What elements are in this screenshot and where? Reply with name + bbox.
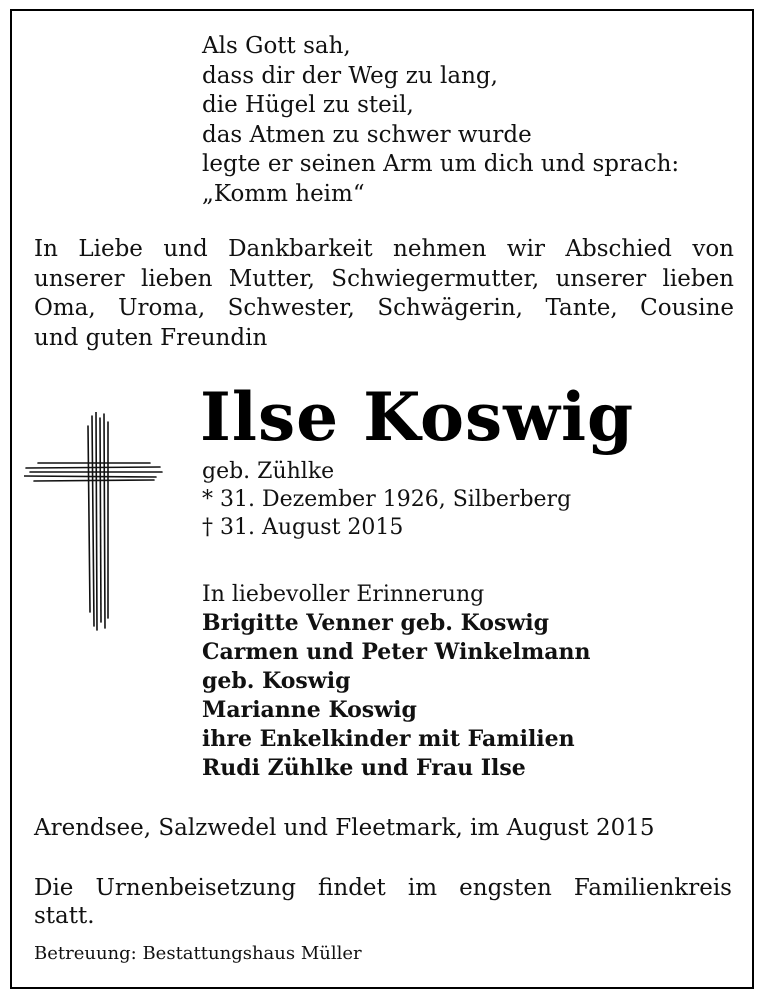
intro-line: unserer lieben Mutter, Schwiegermutter, unserer lieben — [34, 265, 734, 292]
undertaker: Betreuung: Bestattungshaus Müller — [34, 943, 362, 964]
mourner: Carmen und Peter Winkelmann — [202, 639, 591, 665]
birth-name: geb. Zühlke — [202, 459, 335, 484]
mourner: geb. Koswig — [202, 668, 351, 694]
birth-date: * 31. Dezember 1926, Silberberg — [202, 487, 572, 512]
poem-line: legte er seinen Arm um dich und sprach: — [202, 151, 680, 177]
mourner: Rudi Zühlke und Frau Ilse — [202, 755, 526, 781]
mourner: Brigitte Venner geb. Koswig — [202, 610, 550, 636]
poem-line: das Atmen zu schwer wurde — [202, 121, 532, 148]
poem-line: die Hügel zu steil, — [202, 92, 414, 118]
poem-line: „Komm heim“ — [202, 180, 365, 207]
mourner: ihre Enkelkinder mit Familien — [202, 726, 575, 752]
mourner: Marianne Koswig — [202, 697, 417, 723]
intro-paragraph — [34, 235, 734, 353]
burial-line: statt. — [34, 903, 95, 929]
intro-line: In Liebe und Dankbarkeit nehmen wir Abschied von — [34, 236, 734, 262]
poem-line: Als Gott sah, — [202, 33, 351, 59]
intro-line: Oma, Uroma, Schwester, Schwägerin, Tante, Cousine — [34, 295, 734, 321]
poem — [202, 32, 679, 209]
place-date: Arendsee, Salzwedel und Fleetmark, im August 2015 — [34, 815, 655, 841]
intro-line: und guten Freundin — [34, 324, 268, 351]
mourners-block — [202, 580, 590, 783]
deceased-name: Ilse Koswig — [200, 378, 635, 456]
poem-line: dass dir der Weg zu lang, — [202, 62, 498, 89]
mourners-intro: In liebevoller Erinnerung — [202, 582, 485, 607]
burial-notice — [34, 874, 732, 930]
life-details — [202, 458, 571, 542]
cross-icon — [24, 412, 164, 632]
burial-line: Die Urnenbeisetzung findet im engsten Familienkreis — [34, 875, 732, 901]
death-date: † 31. August 2015 — [202, 515, 404, 540]
